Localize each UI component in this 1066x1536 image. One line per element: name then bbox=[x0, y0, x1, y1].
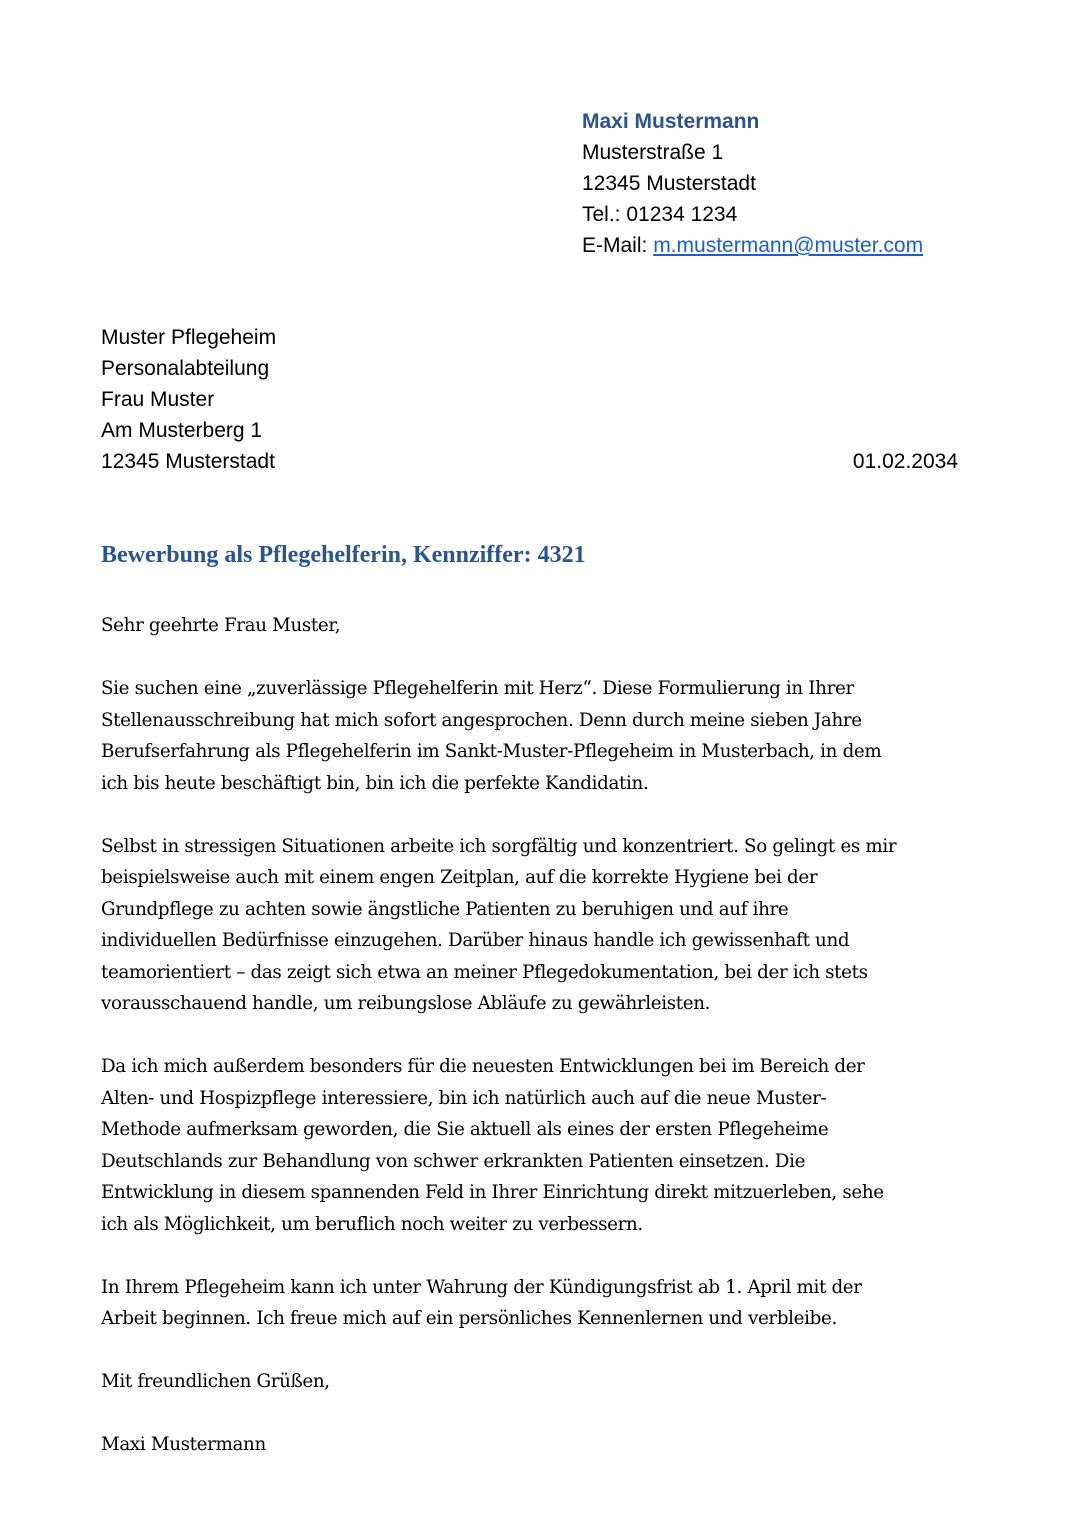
letter-body bbox=[101, 610, 971, 1492]
sender-name: Maxi Mustermann bbox=[582, 110, 760, 133]
recipient-city: 12345 Musterstadt bbox=[101, 450, 275, 473]
paragraph-line: Berufserfahrung als Pflegehelferin im Sankt-Muster-Pflegeheim in Musterbach, in dem bbox=[101, 741, 882, 762]
paragraph-line: Selbst in stressigen Situationen arbeite ich sorgfältig und konzentriert. So gelingt es mir bbox=[101, 835, 897, 857]
sender-phone: Tel.: 01234 1234 bbox=[582, 203, 738, 226]
paragraph-line: Arbeit beginnen. Ich freue mich auf ein persönliches Kennenlernen und verbleibe. bbox=[101, 1308, 837, 1329]
letter-subject: Bewerbung als Pflegehelferin, Kennziffer: 4321 bbox=[101, 542, 586, 568]
paragraph-4 bbox=[101, 1272, 971, 1335]
recipient-department: Personalabteilung bbox=[101, 357, 270, 380]
paragraph-line: individuellen Bedürfnisse einzugehen. Darüber hinaus handle ich gewissenhaft und bbox=[101, 930, 850, 951]
paragraph-line: Alten- und Hospizpflege interessiere, bin ich natürlich auch auf die neue Muster- bbox=[101, 1087, 827, 1109]
paragraph-line: In Ihrem Pflegeheim kann ich unter Wahrung der Kündigungsfrist ab 1. April mit der bbox=[101, 1276, 862, 1298]
paragraph-line: Entwicklung in diesem spannenden Feld in Ihrer Einrichtung direkt mitzuerleben, sehe bbox=[101, 1182, 884, 1203]
paragraph-line: ich als Möglichkeit, um beruflich noch weiter zu verbessern. bbox=[101, 1213, 643, 1235]
recipient-street: Am Musterberg 1 bbox=[101, 419, 263, 442]
sender-block bbox=[582, 106, 923, 261]
paragraph-line: Grundpflege zu achten sowie ängstliche Patienten zu beruhigen und auf ihre bbox=[101, 898, 789, 920]
paragraph-2 bbox=[101, 831, 971, 1020]
paragraph-line: Stellenausschreibung hat mich sofort angesprochen. Denn durch meine sieben Jahre bbox=[101, 709, 862, 731]
paragraph-line: beispielsweise auch mit einem engen Zeitplan, auf die korrekte Hygiene bei der bbox=[101, 867, 818, 888]
recipient-contact: Frau Muster bbox=[101, 388, 215, 411]
paragraph-line: Da ich mich außerdem besonders für die neuesten Entwicklungen bei im Bereich der bbox=[101, 1056, 865, 1077]
sender-city: 12345 Musterstadt bbox=[582, 172, 756, 195]
paragraph-line: vorausschauend handle, um reibungslose Abläufe zu gewährleisten. bbox=[101, 993, 711, 1014]
sender-email-line bbox=[582, 230, 923, 261]
sender-email-label: E-Mail: bbox=[582, 234, 654, 257]
paragraph-line: Deutschlands zur Behandlung von schwer erkrankten Patienten einsetzen. Die bbox=[101, 1150, 806, 1172]
paragraph-3 bbox=[101, 1051, 971, 1240]
paragraph-line: Sie suchen eine „zuverlässige Pflegehelferin mit Herz“. Diese Formulierung in Ihrer bbox=[101, 678, 854, 699]
salutation: Sehr geehrte Frau Muster, bbox=[101, 615, 341, 636]
closing: Mit freundlichen Grüßen, bbox=[101, 1371, 330, 1392]
signature: Maxi Mustermann bbox=[101, 1434, 266, 1455]
recipient-company: Muster Pflegeheim bbox=[101, 326, 277, 349]
letter-date: 01.02.2034 bbox=[852, 450, 958, 473]
sender-email-link[interactable]: m.mustermann@muster.com bbox=[653, 234, 924, 257]
paragraph-line: teamorientiert – das zeigt sich etwa an meiner Pflegedokumentation, bei der ich stets bbox=[101, 961, 868, 983]
paragraph-line: Methode aufmerksam geworden, die Sie aktuell als eines der ersten Pflegeheime bbox=[101, 1119, 829, 1140]
recipient-block bbox=[101, 322, 276, 477]
paragraph-1 bbox=[101, 673, 971, 799]
sender-street: Musterstraße 1 bbox=[582, 141, 724, 164]
paragraph-line: ich bis heute beschäftigt bin, bin ich die perfekte Kandidatin. bbox=[101, 772, 649, 794]
